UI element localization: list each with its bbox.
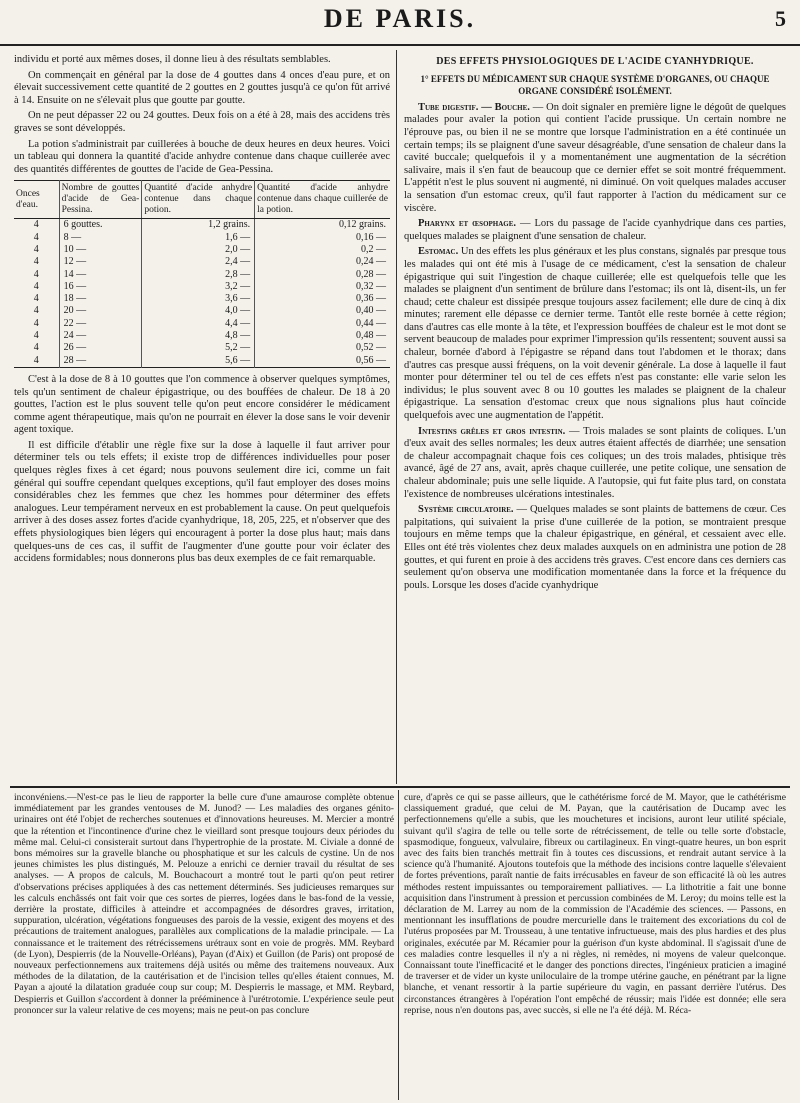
dose-table-row: [14, 219, 390, 232]
paragraph: C'est à la dose de 8 à 10 gouttes que l'on commence à observer quelques symptômes, tels qu'un sentiment de chaleur épigastrique, ou des bouffées de chaleur. De 18 à 20 gouttes, l'action est le plus souvent telle qu'on peut encore considérer le médicament comme agent thérapeutique, mais qu'on ne pourrait en élever la dose sans le voir devenir agent toxique.: [14, 373, 390, 436]
section-tube-digestif: [404, 102, 786, 215]
paragraph: individu et porté aux mêmes doses, il donne lieu à des résultats semblables.: [14, 54, 331, 65]
section-heading: Système circulatoire.: [418, 504, 514, 516]
section-text: — On doit signaler en première ligne le dégoût de quelques malades pour avaler la potion qui contient l'acide prussique. Un certain nombre ne l'éprouve pas, ou bien il ne se montre que lorsque l'administration en a été continuée un certain temps; ils se plaignent d'une saveur désagréable, d'une sensation de chaleur dans la cavité buccale; quelquefois il y a momentanément une augmentation de la sécrétion salivaire, mais il s'en faut de beaucoup que ce dernier effet se soit montré fréquemment. L'appétit n'est le plus souvent ni augmenté, ni diminué. On voit quelques malades accuser la sensation d'un estomac creux, qu'il faut rapporter à l'action du médicament sur ce viscère.: [404, 101, 786, 214]
dose-table-cell: 4: [14, 318, 59, 330]
dose-table-cell: 0,36 —: [356, 293, 386, 305]
dose-table-row: [14, 232, 390, 244]
dose-table-row: [14, 305, 390, 317]
header-potion: Quantité d'acide anhydre contenue dans chaque potion.: [142, 181, 255, 219]
dose-table-row: [14, 342, 390, 354]
dose-table-cell: 16 —: [59, 281, 142, 293]
section-heading: Intestins grêles et gros intestin.: [418, 425, 566, 437]
dose-table-cell: 0,40 —: [356, 305, 386, 317]
header-gouttes: Nombre de gouttes d'acide de Gea-Pessina.: [59, 181, 142, 219]
dose-table-cell: 26 —: [59, 342, 142, 354]
dose-table-cell: 8 —: [59, 232, 142, 244]
dose-table-row: [14, 330, 390, 342]
dose-table-cell: 5,6 —: [142, 355, 255, 368]
dose-table-cell: 0,48 —: [356, 330, 386, 342]
dose-table-cell: 4: [14, 281, 59, 293]
dose-table-cell: 0,44 —: [356, 317, 386, 329]
paragraph: Il est difficile d'établir une règle fixe sur la dose à laquelle il faut arriver pour déterminer tels ou tels effets; il existe trop de différences individuelles pour poser quelques règles fixes à cet égard; nous pouvons seulement dire ici, comme un fait général qui souffre cependant quelques exceptions, qu'il faut employer des doses moins considérables chez les femmes que chez les hommes pour déterminer des effets analogues. Leur tempérament nerveux en est probablement la cause. On peut quelquefois arriver à des doses assez fortes d'acide cyanhydrique, 18, 205, 225, et n'observer que des effets physiologiques bien légers qui encouragent à porter la dose plus haut; mais dans quelques-uns de ces cas, il suffit de l'augmenter d'une goutte pour voir éclater des accidens formidables; nous donnerons plus bas deux exemples de ce fait remarquable.: [14, 439, 390, 565]
dose-table-row: [14, 293, 390, 305]
section-text: Un des effets les plus généraux et les plus constans, signalés par presque tous les malades qui ont été mis à l'usage de ce médicament, c'est la sensation de chaleur épigastrique qui suit l'ingestion de chaque cuillerée; elle est quelquefois telle que les malades se plaignent d'un sentiment de brûlure dans l'estomac; ils ont là, disent-ils, un fer chaud; cette chaleur est dissipée presque toujours assez facilement; elle dure de cinq à dix minutes; rarement elle dépasse ce dernier terme. Tantôt elle reste bornée à cette région; dans d'autres cas elle monte à la tête, et l'expression bouffées de chaleur est le mot dont se servent beaucoup de malades pour exprimer l'impression qu'ils ressentent; souvent aussi sa chaleur, bornée d'abord à l'épigastre se répand dans tout l'abdomen et le thorax; dans d'autres cas presque aussi fréquens, on la voit devenir générale. La dose à laquelle il faut monter pour déterminer tel ou tel de ces effets n'est pas constante: elle varie selon les individus; le plus souvent avec 8 ou 10 gouttes les malades se plaignent de la chaleur épigastrique. La sensation d'estomac creux que nous signalions plus haut coïncide quelquefois avec une augmentation de l'appétit.: [404, 246, 786, 422]
page-number: 5: [775, 6, 786, 31]
section-pharynx: [404, 218, 786, 243]
dose-table-cell: 0,24 —: [356, 256, 386, 268]
dose-table-cell: 20 —: [59, 305, 142, 317]
page-header: [0, 0, 800, 46]
dose-table-body: [14, 219, 390, 368]
dose-table-cell: 14 —: [59, 269, 142, 281]
section-intestins: [404, 426, 786, 502]
dose-table-cell: 2,8 —: [142, 269, 255, 281]
paragraph: On ne peut dépasser 22 ou 24 gouttes. Deux fois on a été à 28, mais des accidens très graves se sont développés.: [14, 110, 390, 134]
dose-table-cell: 0,32 —: [356, 280, 386, 292]
dose-table-cell: 4: [14, 269, 59, 281]
dose-table-cell: 4: [14, 293, 59, 305]
section-heading: Estomac.: [418, 246, 459, 258]
dose-table-cell: 0,2 —: [361, 243, 386, 255]
article-title: DES EFFETS PHYSIOLOGIQUES DE L'ACIDE CYANHYDRIQUE.: [436, 56, 754, 67]
dose-table-cell: 0,56 —: [356, 354, 386, 366]
dose-table-cell: 4,4 —: [142, 318, 255, 330]
column-rule: [396, 50, 397, 784]
section-text: — Trois malades se sont plaints de coliques. L'un d'eux avait des selles normales; les deux autres étaient affectés de diarrhée; une sensation de chaleur accompagnait chaque fois ces coliques; un des trois malades, phtisique très avancé, âgé de 27 ans, avait, après chaque cuillerée, une petite colique, une sensation de chaleur abdominale; puis une selle liquide. A l'autopsie, qui fut faite plus tard, on constata l'existence de nombreuses ulcérations intestinales.: [404, 425, 786, 500]
dose-table-cell: 4: [14, 330, 59, 342]
dose-table-cell: 10 —: [59, 244, 142, 256]
dose-table-cell: 5,2 —: [142, 342, 255, 354]
dose-table-cell: 4: [14, 305, 59, 317]
dose-table-cell: 4: [14, 244, 59, 256]
paragraph: On commençait en général par la dose de 4 gouttes dans 4 onces d'eau pure, et on élevait successivement cette quantité de 2 gouttes en 2 gouttes jusqu'à ce qu'on fût arrivé à 14. Ensuite on ne s'élevait plus que goutte par goutte.: [14, 69, 390, 106]
dose-table-cell: 1,2 grains.: [142, 219, 255, 232]
bottom-right-column: [404, 792, 786, 1098]
dose-table-cell: 12 —: [59, 256, 142, 268]
header-cuilleree: Quantité d'acide anhydre contenue dans chaque cuillerée de la potion.: [255, 181, 390, 219]
dose-table-cell: 3,6 —: [142, 293, 255, 305]
dose-table-cell: 2,4 —: [142, 256, 255, 268]
dose-table-header: [14, 181, 390, 219]
dose-table-cell: 4: [14, 355, 59, 368]
dose-table-row: [14, 256, 390, 268]
dose-table-cell: 4: [14, 219, 59, 232]
paragraph: La potion s'administrait par cuillerées à bouche de deux heures en deux heures. Voici un tableau qui donnera la quantité d'acide anhydre contenue dans chaque cuillerée avec des quantités différentes de gouttes de l'acide de Gea-Pessina.: [14, 138, 390, 175]
dose-table-cell: 6 gouttes.: [59, 219, 142, 232]
dose-table-row: [14, 281, 390, 293]
header-onces: Onces d'eau.: [14, 181, 59, 219]
dose-table-cell: 4: [14, 232, 59, 244]
right-column: [404, 54, 786, 784]
dose-table-cell: 4: [14, 342, 59, 354]
dose-table-row: [14, 318, 390, 330]
dose-table-cell: 28 —: [59, 355, 142, 368]
left-column: [14, 54, 390, 784]
dose-table-cell: 0,52 —: [356, 342, 386, 354]
dose-table-cell: 4: [14, 256, 59, 268]
section-circulatoire: [404, 504, 786, 592]
paragraph: cure, d'après ce qui se passe ailleurs, que le cathétérisme forcé de M. Mayor, que le cathétérisme classiquement gradué, que celui de M. Payan, que la cautérisation de Ducamp avec les perfectionnemens qu'elle a subis, que les mouchetures et incisions, auront leur utilité spéciale, suivant qu'il s'agira de telle ou telle sorte de rétrécissement, de telle ou telle sorte d'obstacle, spasmodique, fongueux, valvulaire, fibreux ou cartilagineux. En vingt-quatre heures, un bon esprit avec des faits bien tranchés mettrait fin à toutes ces discussions, et rendrait autant service à la science qu'à l'humanité. Ajoutons toutefois que la méthode des incisions contre laquelle s'élevaient de fortes préventions, paraît nantie de faits irrécusables en faveur de son efficacité là où les autres méthodes restent impuissantes ou temporairement palliatives. — La lithotritie a fait une bonne acquisition dans l'instrument à pression et percussion combinées de M. Leroy; du moins telle est la déclaration de M. Larrey au nom de la commission de l'Académie des sciences. — Passons, en mentionnant les insufflations de poudre mercurielle dans le traitement des excoriations du col de l'utérus proposées par M. Trousseau, à une tentative infructueuse, mais des plus hardies et des plus originales, exécutée par M. Récamier pour la guérison d'un kyste abdominal. Il s'agissait d'une de ces maladies contre lesquelles il n'y a ni règles, ni remèdes, ni moyens de valeur quelconque. Connaissant toute l'inefficacité et le danger des ponctions directes, l'ingénieux praticien a imaginé de traverser et de vider un kyste uniloculaire de la trompe utérine gauche, en pénétrant par la ligne blanche, et venant ressortir à la partie supérieure du vagin, en passant derrière l'utérus. Des circonstances étrangères à l'opération l'ont empêché de réussir; mais l'idée est donnée; elle sera reprise, nous n'en doutons pas, avec succès, si elle ne l'a été déjà. M. Réca-: [404, 792, 786, 1016]
dose-table-cell: 22 —: [59, 318, 142, 330]
dose-table: [14, 180, 390, 368]
article-subtitle: 1° EFFETS DU MÉDICAMENT SUR CHAQUE SYSTÈME D'ORGANES, OU CHAQUE ORGANE CONSIDÉRÉ ISOLÉMENT.: [420, 73, 770, 97]
running-title: DE PARIS.: [323, 4, 477, 33]
dose-table-cell: 4,0 —: [142, 305, 255, 317]
dose-table-cell: 18 —: [59, 293, 142, 305]
section-estomac: [404, 246, 786, 422]
dose-table-cell: 0,12 grains.: [339, 219, 386, 231]
feuilleton-rule: [10, 786, 790, 788]
dose-table-cell: 0,28 —: [356, 268, 386, 280]
dose-table-cell: 1,6 —: [142, 232, 255, 244]
column-rule: [398, 790, 399, 1100]
dose-table-row: [14, 355, 390, 368]
dose-table-cell: 4,8 —: [142, 330, 255, 342]
dose-table-row: [14, 269, 390, 281]
paragraph: inconvéniens.—N'est-ce pas le lieu de rapporter la belle cure d'une amaurose complète obtenue immédiatement par les grandes ventouses de M. Junod? — Les maladies des organes génito-urinaires ont été l'objet de recherches soutenues et d'innovations heureuses. M. Mercier a montré que la rétention et l'incontinence d'urine chez le vieillard sont presque toujours deux périodes du même mal. Celui-ci consisterait surtout dans l'hypertrophie de la prostate. M. Civiale a donné de bons mémoires sur la gravelle blanche ou phosphatique et sur les calculs de cystine. Un de nos jeunes chimistes les plus distingués, M. Pelouze a enrichi ce dernier travail du résultat de ses analyses. — A propos de calculs, M. Bouchacourt a montré tout le parti qu'on peut retirer d'observations précises appliquées à des cas nettement déterminés. Ses judicieuses remarques sur les calculs enchâssés ont fait voir que ces sortes de pierres, logées dans le bas-fond de la vessie, derrière la prostate, difficiles à atteindre et accompagnées de désordres graves, irritation, suppuration, ulcération, végétations fongueuses des parois de la vessie, exigent des moyens et des précautions de traitement analogues, parallèles aux complications de la maladie principale. — La connaissance et le traitement des rétrécissemens urétraux sont en voie de progrès. MM. Reybard (de Lyon), Despierris (de la Nouvelle-Orléans), Payan (d'Aix) et Guillon (de Paris) ont proposé de nouveaux perfectionnemens aux traitemens déjà usités ou même des traitemens nouveaux. Aux méthodes de la dilatation, de la cautérisation et de l'incision telles qu'elles étaient connues, M. Payan a ajouté la dilatation graduée coup sur coup; M. Despierris le massage, et MM. Reybard, Despierris et Guillon s'accordent à donner la prééminence à l'urétrotomie. L'expérience seule peut prononcer sur la valeur relative de ces moyens; mais ne peut-on pas conclure: [14, 792, 394, 1016]
dose-table-cell: 24 —: [59, 330, 142, 342]
dose-table-cell: 0,16 —: [356, 231, 386, 243]
section-heading: Tube digestif. — Bouche.: [418, 101, 530, 113]
dose-table-cell: 3,2 —: [142, 281, 255, 293]
dose-table-cell: 2,0 —: [142, 244, 255, 256]
section-text: — Lors du passage de l'acide cyanhydrique dans ces parties, quelques malades se plaignent d'une sensation de chaleur.: [404, 218, 786, 242]
dose-table-row: [14, 244, 390, 256]
section-text: — Quelques malades se sont plaints de battemens de cœur. Ces palpitations, qui suivaient la prise d'une cuillerée de la potion, se montraient presque toujours en même temps que la chaleur épigastrique, en général, et cessaient avec elle. Elles ont été très violentes chez deux malades auxquels on en administra une potion de 28 gouttes, et qui furent en proie à des accidens très graves. C'est encore dans ces derniers cas seulement qu'on observa une modification momentanée dans la force et la fréquence du pouls. Lorsque les doses d'acide cyanhydrique: [404, 504, 786, 591]
bottom-left-column: [14, 792, 394, 1098]
section-heading: Pharynx et œsophage.: [418, 218, 517, 230]
